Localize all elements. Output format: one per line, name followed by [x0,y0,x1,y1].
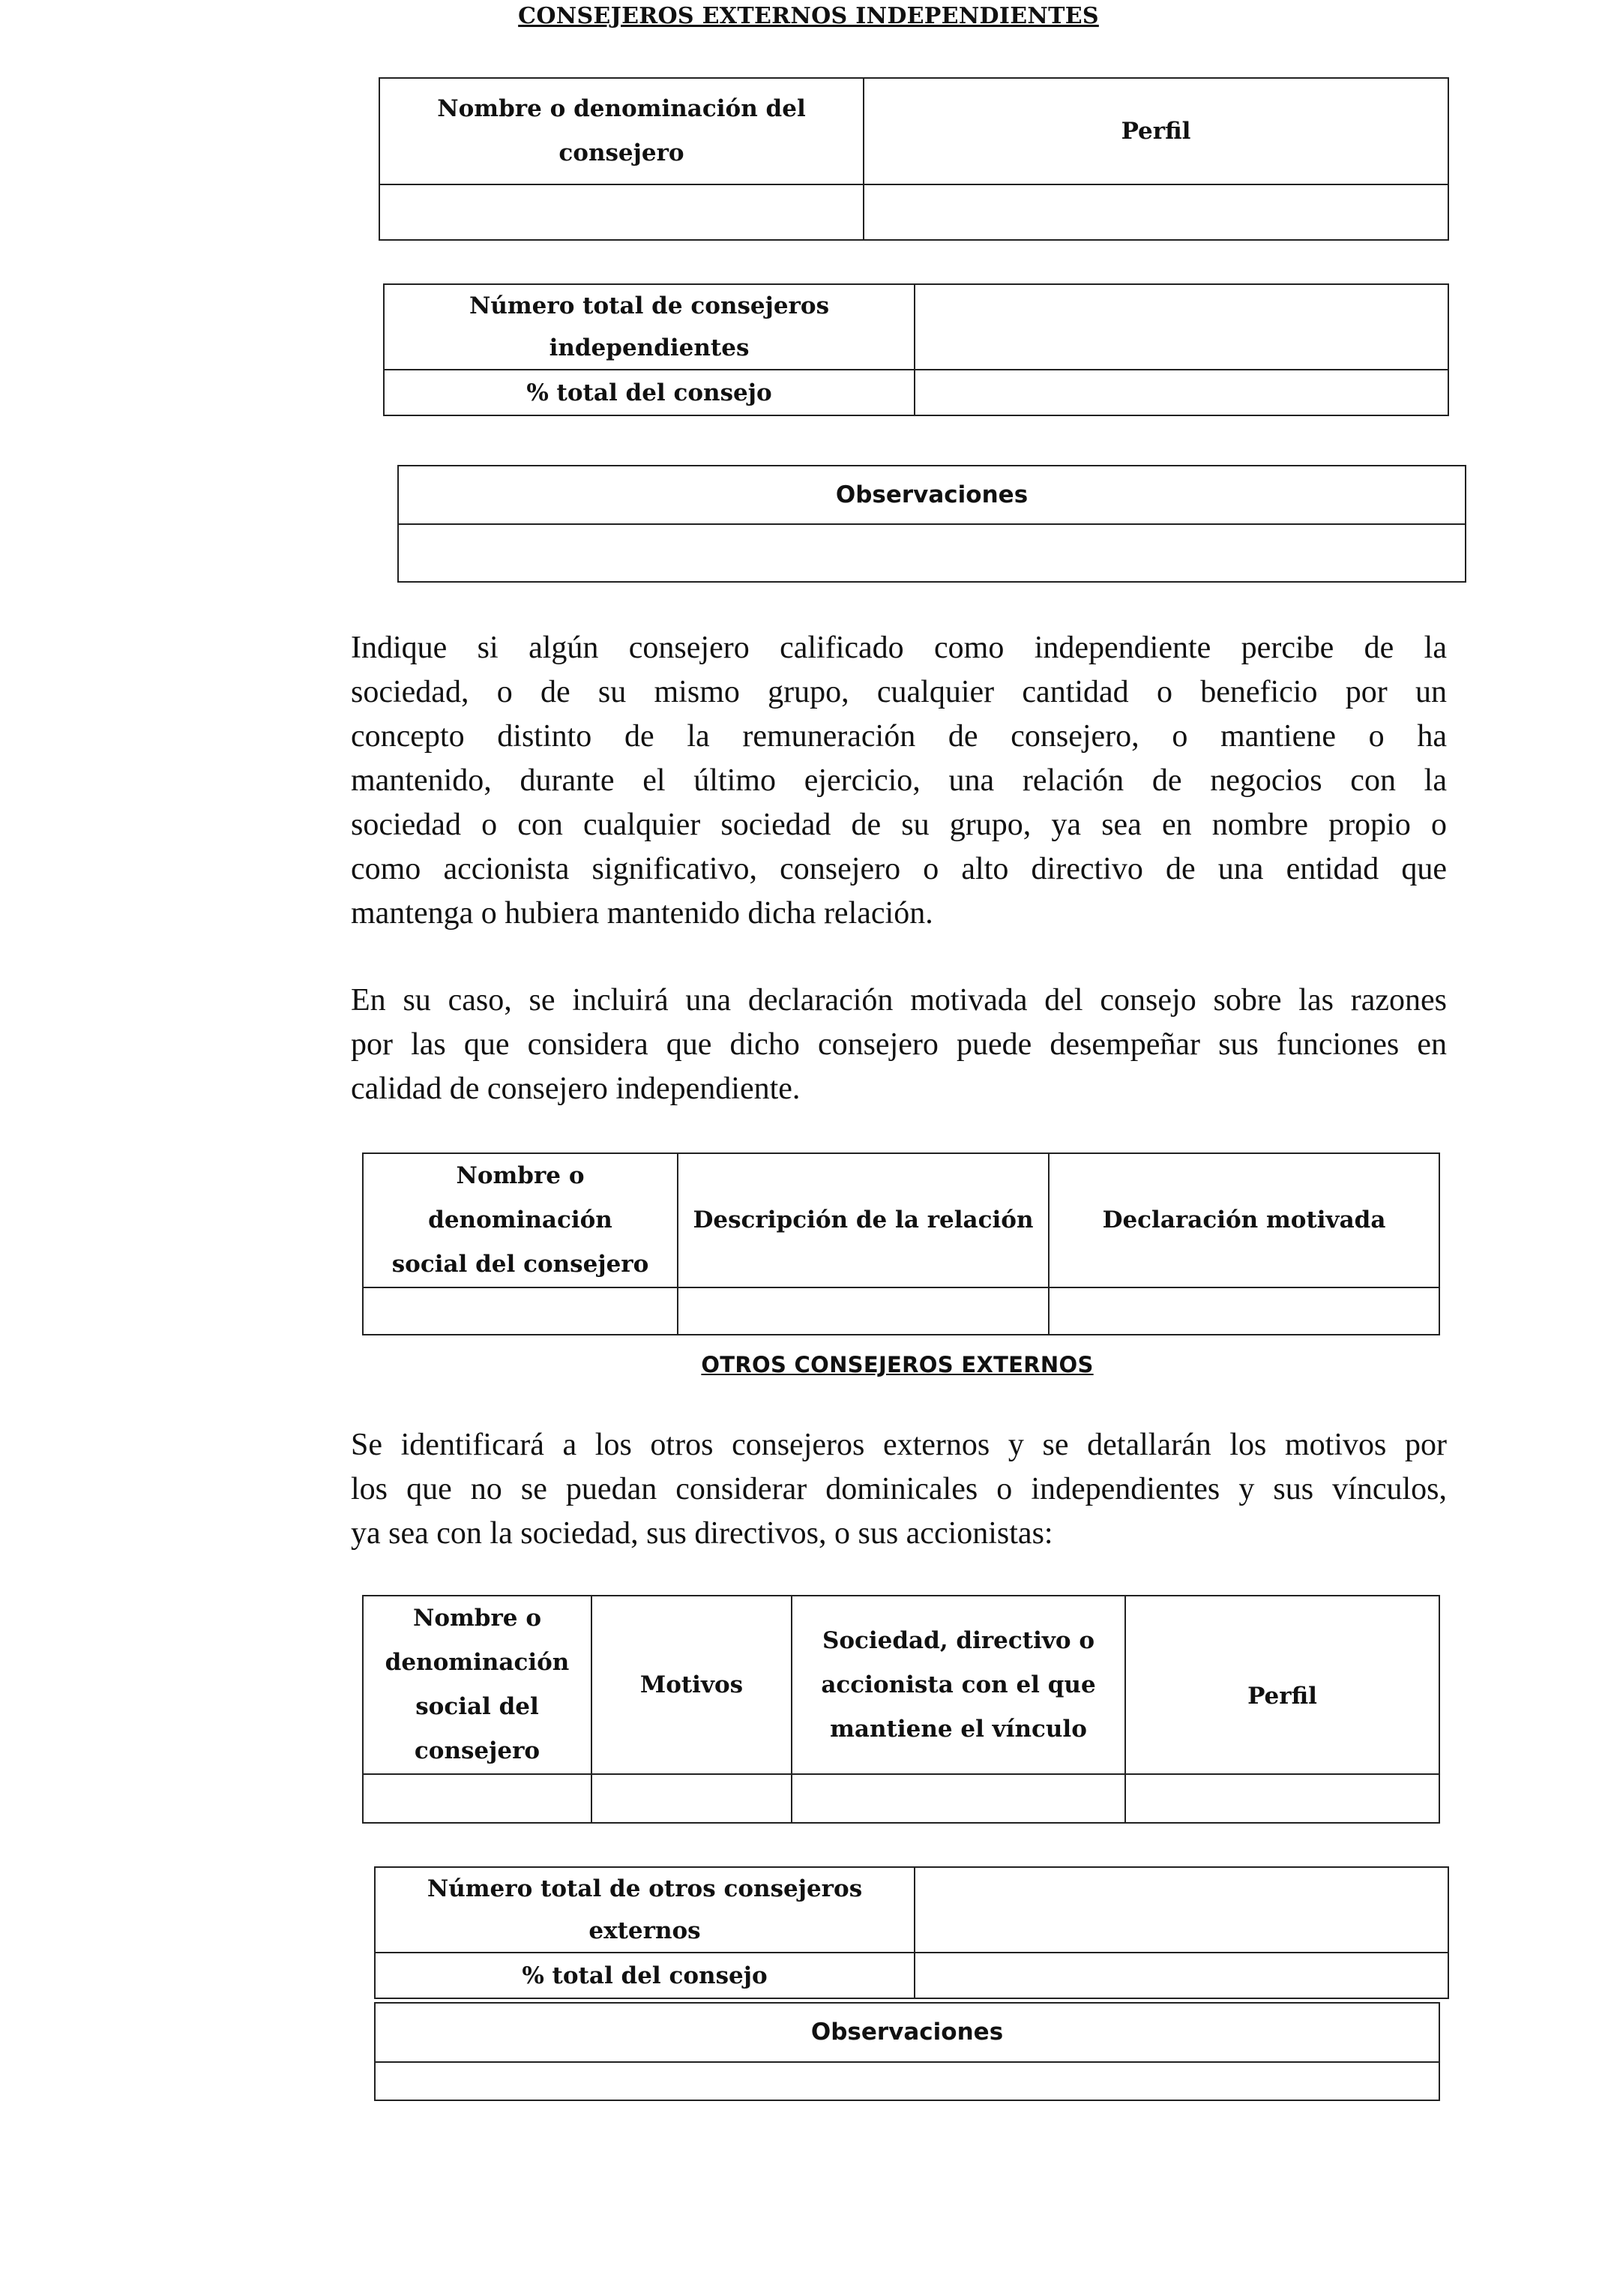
other-directors-table [362,1595,1440,1824]
cell-declaration[interactable] [1049,1287,1439,1335]
paragraph-independent-question [351,626,1447,936]
paragraph-line: sociedad, o de su mismo grupo, cualquier cantidad o beneficio por un [351,675,1447,709]
cell-profile[interactable] [1125,1774,1439,1823]
paragraph-declaration [351,979,1447,1111]
value-percent-board[interactable] [915,370,1448,415]
paragraph-line: los que no se puedan considerar dominicales o independientes y sus vínculos, [351,1472,1447,1506]
independent-totals-table [383,283,1449,416]
observations-field[interactable] [375,2062,1439,2100]
cell-relation[interactable] [678,1287,1049,1335]
paragraph-line: mantenido, durante el último ejercicio, una relación de negocios con la [351,763,1447,798]
observations-box-other [374,2002,1440,2101]
header-line: Nombre o [412,1605,541,1632]
cell-director-name[interactable] [379,184,864,240]
section-title-independent: CONSEJEROS EXTERNOS INDEPENDIENTES [518,3,1099,29]
observations-label: Observaciones [398,466,1466,524]
col-header-profile: Perfil [1125,1596,1439,1774]
independent-directors-table [379,77,1449,241]
label-percent-board: % total del consejo [375,1953,915,1998]
header-line: accionista con el que [821,1671,1096,1698]
col-header-reasons: Motivos [591,1596,792,1774]
paragraph-line: por las que considera que dicho consejero puede desempeñar sus funciones en [351,1027,1447,1062]
label-total-independent: Número total de consejeros independientes [384,284,915,370]
col-header-relation: Descripción de la relación [678,1153,1049,1287]
paragraph-line: Se identificará a los otros consejeros externos y se detallarán los motivos por [351,1428,1447,1462]
paragraph-line: concepto distinto de la remuneración de consejero, o mantiene o ha [351,719,1447,754]
header-line: social del consejero [391,1251,649,1278]
col-header-social-name [363,1153,678,1287]
col-header-declaration: Declaración motivada [1049,1153,1439,1287]
cell-name[interactable] [363,1774,591,1823]
observations-label: Observaciones [375,2003,1439,2062]
value-total-other[interactable] [915,1867,1448,1953]
paragraph-other-directors [351,1423,1447,1556]
value-total-independent[interactable] [915,284,1448,370]
cell-social-name[interactable] [363,1287,678,1335]
header-line: consejero [414,1737,540,1764]
header-line: social del [415,1693,539,1720]
value-percent-board[interactable] [915,1953,1448,1998]
paragraph-line: ya sea con la sociedad, sus directivos, o sus accionistas: [351,1516,1053,1551]
col-header-name [363,1596,591,1774]
col-header-profile: Perfil [864,78,1448,184]
label-total-other: Número total de otros consejeros externos [375,1867,915,1953]
other-totals-table [374,1866,1449,1999]
paragraph-line: sociedad o con cualquier sociedad de su grupo, ya sea en nombre propio o [351,808,1447,842]
paragraph-line: Indique si algún consejero calificado como independiente percibe de la [351,631,1447,665]
cell-profile[interactable] [864,184,1448,240]
paragraph-line: como accionista significativo, consejero o alto directivo de una entidad que [351,852,1447,886]
observations-box-independent [397,465,1466,583]
col-header-director-name: Nombre o denominación del consejero [379,78,864,184]
header-line: Nombre o denominación [428,1162,612,1233]
paragraph-line: calidad de consejero independiente. [351,1072,801,1106]
label-percent-board: % total del consejo [384,370,915,415]
cell-reasons[interactable] [591,1774,792,1823]
relation-table [362,1152,1440,1335]
paragraph-line: mantenga o hubiera mantenido dicha relación. [351,896,933,931]
observations-field[interactable] [398,524,1466,582]
header-line: Sociedad, directivo o [822,1626,1095,1654]
header-line: denominación [385,1649,570,1676]
col-header-company [792,1596,1125,1774]
header-line: mantiene el vínculo [830,1715,1087,1743]
paragraph-line: En su caso, se incluirá una declaración motivada del consejo sobre las razones [351,983,1447,1018]
cell-company[interactable] [792,1774,1125,1823]
